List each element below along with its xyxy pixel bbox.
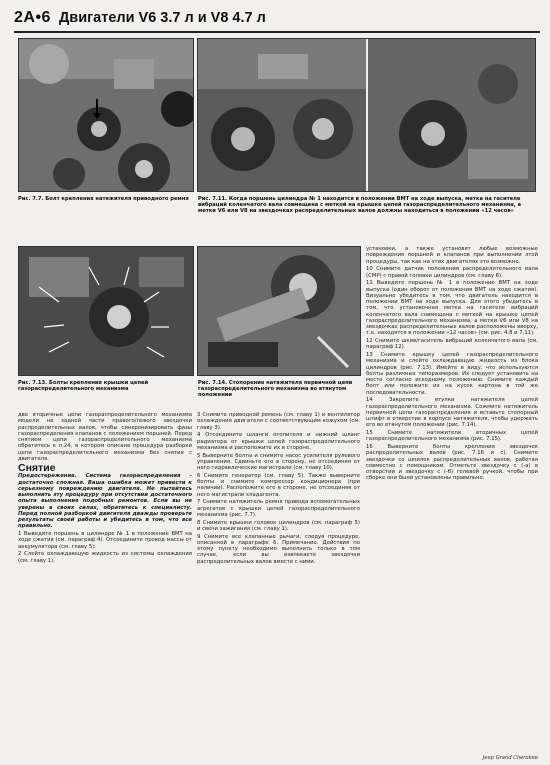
page-number: 2A•6	[14, 9, 51, 26]
intro-paragraph: две вторичные цепи газораспределительного механизма модели на задней части правого/левого звездочки распределительных валов, чтобы синхронизировать фазы газораспределения клапанов с положением поршней. Перед снятием цепи газораспределительного механизма обратитесь к п.24, в котором описана процедура разборки цепи газораспределительного механизма без снятия с двигателя.	[18, 412, 192, 462]
step-13: 13 Снимите крышку цепей газораспределительного механизма и слейте охлаждающую жидкость из блока цилиндров (рис. 7.13). Имейте в виду, что используются болты различных типоразмеров. Их следует установить на место согласно исходному положению. Снимите каждый болт или положите их на кусок картона в той же последовательности.	[366, 352, 538, 396]
column-3-top-paragraph: установки, а также установят любые возможные повреждения поршней и клапанов при выполнении этой процедуры, так как на этих двигателях это возможно.	[366, 246, 538, 265]
section-title: Снятие	[18, 462, 56, 474]
page-header	[14, 5, 538, 31]
footer-brand: Jeep Grand Cherokee	[482, 755, 538, 761]
warning-paragraph: Предостережение. Система газораспределения – достаточно сложная. Ваша ошибка может привести к серьезному повреждению двигателя. Не пытайтесь выполнить эту процедуру при отсутствии достаточного опыта выполнения подобных ремонтов. Если вы не уверены в своих силах, обратитесь к специалисту. Перед полной разборкой двигателя дважды проверьте результаты своей работы и убедитесь в том, что все правильно.	[18, 473, 192, 530]
text-column-2	[197, 412, 360, 566]
step-16: 16 Выверните болты крепления звездочек распределительных валов (рис. 7.16 и с). Снимите звездочки со шпилек распределительных валов, работая совместно с помощником. Отметьте звездочку с (-а) в отверстии и звездочку с (-б) гелевой ручкой, чтобы при сборке они были установлены правильно.	[366, 444, 538, 482]
figure-7-13-photo	[18, 246, 194, 376]
step-8: 8 Снимите крышки головок цилиндров (см. параграф 5) и свечи зажигания (см. главу 1).	[197, 519, 360, 532]
text-column-1	[18, 412, 192, 565]
figure-7-11-photo	[197, 38, 536, 192]
step-14: 14 Закрепите втулки натяжителя цепей газораспределительного механизма. Сожмите натяжитель первичной цепи газораспределения и вставьте стопорный штифт в отверстие в корпусе натяжителя, чтобы удержать его во втянутом положении (рис. 7.14).	[366, 397, 538, 429]
step-11: 11 Выведите поршень № 1 в положение ВМТ на ходе выпуска (один оборот от положения ВМТ на ходе сжатия). Визуально убедитесь в том, что двигатель находится в положении ВМТ на ходе выпуска. Для этого убедитесь в том, что установочная метка на гасителе вибраций коленчатого вала совмещена с меткой на крышке цепей газораспределительного механизма, а метки V6 или V8 на звездочках распределительных валов расположены вверху, т.е. находятся в положении «12 часов» (см. рис. 4.8 и 7.11).	[366, 280, 538, 337]
step-4: 4 Отсоедините шланги отопителя и нижний шланг радиатора от крышки цепей газораспределительного механизма и расположите их в стороне.	[197, 432, 360, 451]
figure-7-14-photo	[197, 246, 361, 376]
figure-7-11-caption: Рис. 7.11. Когда поршень цилиндра № 1 находится в положении ВМТ на ходе выпуска, метка на гасителе вибраций коленчатого вала совмещена с меткой на крышке цепей газораспределительного механизма, а метки V6 или V8 на звездочках распределительных валов должны находиться в положении «12 часов»	[198, 196, 522, 215]
figure-7-14-caption: Рис. 7.14. Стопорение натяжителя первичной цепи газораспределительного механизма во втянутом положении	[198, 380, 353, 399]
page-title: Двигатели V6 3.7 л и V8 4.7 л	[58, 10, 266, 26]
step-3: 3 Снимите приводной ремень (см. главу 1) и вентилятор охлаждения двигателя с соответствующим кожухом (см. главу 3).	[197, 412, 360, 431]
step-15: 15 Снимите натяжители вторичных цепей газораспределительного механизма (рис. 7.15).	[366, 430, 538, 443]
step-5: 5 Выверните болты и снимите насос усилителя рулевого управления. Сдвиньте его в сторону, не отсоединяя от него гидравлические магистрали (см. главу 10).	[197, 452, 360, 471]
step-2: 2 Слейте охлаждающую жидкость из системы охлаждения (см. главу 1).	[18, 551, 192, 564]
step-7: 7 Снимите натяжитель ремня привода вспомогательных агрегатов с крышки цепей газораспределительного механизма (рис. 7.7).	[197, 499, 360, 518]
figure-7-13-caption: Рис. 7.13. Болты крепления крышки цепей газораспределительного механизма	[18, 380, 149, 393]
figure-7-7-caption: Рис. 7.7. Болт крепления натяжителя приводного ремня	[18, 196, 189, 202]
figure-7-7-photo	[18, 38, 194, 192]
step-10: 10 Снимите датчик положения распределительного вала (CMP) с правой головки цилиндров (см. главу 6).	[366, 266, 538, 279]
step-6: 6 Снимите генератор (см. главу 5). Также выверните болты и снимите компрессор кондиционера (при наличии). Расположите его в стороне, не отсоединяя от него магистрали хладагента.	[197, 472, 360, 498]
header-rule	[14, 31, 540, 33]
text-column-3	[366, 246, 538, 483]
step-9: 9 Снимите все клапанные рычаги, следуя процедуре, описанной в параграфе 6. Примечание. Действия по этому пункту необходимо выполнять только в том случае, если вы извлекаете звездочки распределительных валов вместе с ними.	[197, 533, 360, 565]
step-1: 1 Выведите поршень в цилиндре № 1 в положение ВМТ на ходе сжатия (см. параграф 4). Отсоедините провод массы от аккумулятора (см. главу 5).	[18, 531, 192, 550]
step-12: 12 Снимите шкив/гаситель вибраций коленчатого вала (см. параграф 12).	[366, 338, 538, 351]
